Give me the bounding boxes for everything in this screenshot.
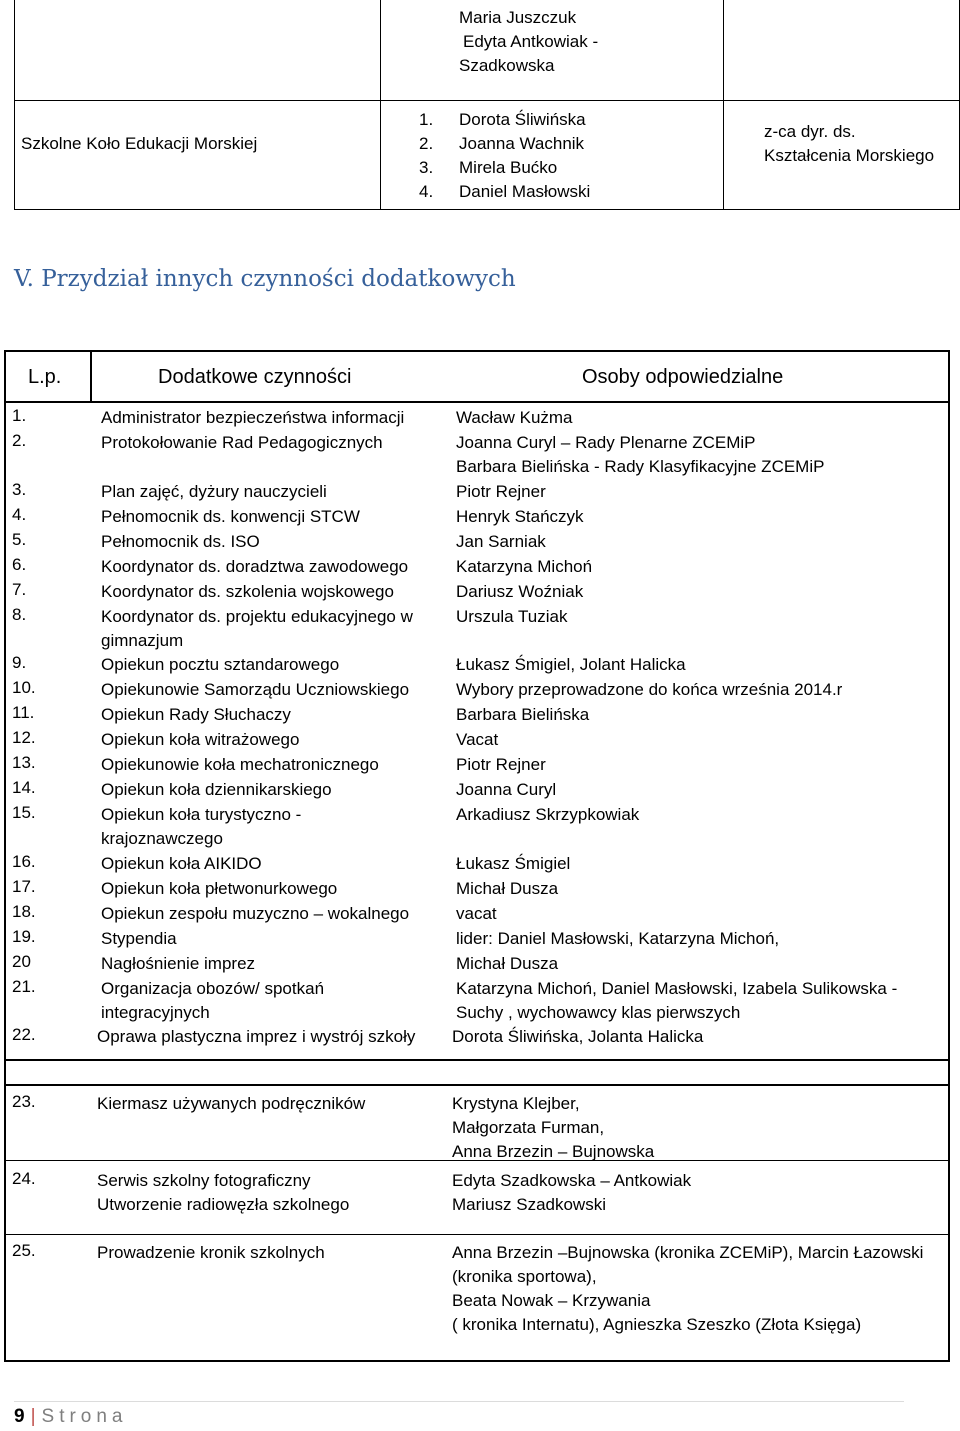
person-line: Piotr Rejner [456,755,546,774]
person-line: Katarzyna Michoń, Daniel Masłowski, Izabela Sulikowska - [456,979,898,998]
row-number: 20 [12,952,31,971]
task-line: Organizacja obozów/ spotkań [101,979,325,998]
row-person [456,406,941,430]
table-border [90,350,92,402]
person-line: Wacław Kużma [456,408,573,427]
row-number: 8. [12,605,27,624]
table-border [4,1360,950,1362]
person-line: Jan Sarniak [456,532,546,551]
row-number: 6. [12,555,27,574]
person-line: Łukasz Śmigiel, Jolant Halicka [456,655,686,674]
task-line: Oprawa plastyczna imprez i wystrój szkoły [97,1027,416,1046]
person-line: Wybory przeprowadzone do końca września 2014.r [456,680,843,699]
task-line: Plan zajęć, dyżury nauczycieli [101,482,327,501]
person-line: vacat [456,904,497,923]
row-number: 19. [12,927,36,946]
member-number: 4. [419,182,434,201]
row-task [101,952,441,976]
row-task [101,803,441,851]
table-border [380,0,381,210]
header-person: Osoby odpowiedzialne [582,366,784,388]
member-item [419,180,590,204]
row-number: 7. [12,580,27,599]
task-line: Koordynator ds. doradztwa zawodowego [101,557,409,576]
person-line: Piotr Rejner [456,482,546,501]
person-line: Vacat [456,730,499,749]
member-item [419,156,590,180]
member-number: 2. [419,134,434,153]
page-label: Strona [41,1406,128,1427]
task-line: krajoznawczego [101,829,223,848]
row-number: 16. [12,852,36,871]
task-line: integracyjnych [101,1003,210,1022]
row-task [97,1092,437,1116]
row-person [456,480,941,504]
person-line: Mariusz Szadkowski [452,1195,606,1214]
section-heading: V. Przydział innych czynności dodatkowych [14,266,516,292]
task-line: Kiermasz używanych podręczników [97,1094,366,1113]
table-border [4,1084,950,1086]
row-task [101,703,441,727]
row-task [97,1169,437,1217]
person-line: Michał Dusza [456,879,559,898]
row-person [452,1025,937,1049]
row-number: 10. [12,678,36,697]
row-person [456,431,941,479]
task-line: Utworzenie radiowęzła szkolnego [97,1195,350,1214]
task-line: Opiekun pocztu sztandarowego [101,655,340,674]
person-line: Michał Dusza [456,954,559,973]
row-person [456,803,941,827]
row-task [101,530,441,554]
page-footer [14,1406,128,1428]
row-person [452,1169,937,1217]
task-line: Nagłośnienie imprez [101,954,256,973]
row-number: 25. [12,1241,36,1260]
row-number: 22. [12,1025,36,1044]
person-line: Łukasz Śmigiel [456,854,571,873]
row-task [101,580,441,604]
member-name: Joanna Wachnik [459,134,585,153]
row-task [101,977,441,1025]
page-number: 9 [14,1406,25,1427]
row-person [456,753,941,777]
table-border [4,1059,950,1061]
row-task [101,927,441,951]
row-task [101,505,441,529]
row-person [456,728,941,752]
committee-persons [459,6,598,78]
row-number: 1. [12,406,27,425]
table-border [723,0,724,210]
header-task: Dodatkowe czynności [158,366,352,388]
row-task [101,877,441,901]
row-task [97,1025,457,1049]
member-name: Daniel Masłowski [459,182,591,201]
row-task [101,653,441,677]
task-line: gimnazjum [101,631,184,650]
row-task [101,852,441,876]
person-line: Joanna Curyl – Rady Plenarne ZCEMiP [456,433,756,452]
row-number: 9. [12,653,27,672]
task-line: Opiekun koła turystyczno - [101,805,302,824]
coordinator-line: z-ca dyr. ds. [764,122,856,141]
table-border [948,350,950,1362]
row-number: 2. [12,431,27,450]
person-line: Edyta Szadkowska – Antkowiak [452,1171,692,1190]
person-line: Arkadiusz Skrzypkowiak [456,805,640,824]
row-person [456,505,941,529]
person-line: Urszula Tuziak [456,607,568,626]
person-line: Suchy , wychowawcy klas pierwszych [456,1003,741,1022]
footer-rule [14,1401,904,1402]
person-line: Edyta Antkowiak - [463,32,599,51]
row-task [101,753,441,777]
committee-name: Szkolne Koło Edukacji Morskiej [21,134,258,153]
committee-table [14,0,960,210]
row-number: 21. [12,977,36,996]
person-line: Małgorzata Furman, [452,1118,605,1137]
member-item [419,132,590,156]
row-person [456,778,941,802]
row-task [101,678,441,702]
task-line: Serwis szkolny fotograficzny [97,1171,311,1190]
row-person [456,555,941,579]
person-line: Beata Nowak – Krzywania [452,1291,651,1310]
row-person [456,653,941,677]
row-task [101,555,441,579]
person-line: Szadkowska [459,56,555,75]
row-task [97,1241,437,1265]
task-line: Protokołowanie Rad Pedagogicznych [101,433,383,452]
row-person [456,703,941,727]
task-line: Koordynator ds. szkolenia wojskowego [101,582,394,601]
person-line: Joanna Curyl [456,780,557,799]
row-number: 11. [12,703,35,722]
person-line: lider: Daniel Masłowski, Katarzyna Michoń, [456,929,780,948]
row-person [456,927,941,951]
member-item [419,108,590,132]
table-border [14,209,960,210]
person-line: Barbara Bielińska [456,705,590,724]
person-line: (kronika sportowa), [452,1267,597,1286]
row-number: 18. [12,902,36,921]
task-line: Opiekun koła AIKIDO [101,854,262,873]
table-border [4,1234,950,1235]
row-number: 24. [12,1169,36,1188]
task-line: Stypendia [101,929,177,948]
member-name: Dorota Śliwińska [459,110,586,129]
task-line: Opiekun koła płetwonurkowego [101,879,338,898]
member-number: 3. [419,158,434,177]
row-task [101,778,441,802]
row-number: 4. [12,505,27,524]
row-person [456,902,941,926]
row-person [452,1241,937,1337]
row-number: 23. [12,1092,36,1111]
table-border [4,350,6,1362]
row-number: 3. [12,480,27,499]
person-line: Dariusz Woźniak [456,582,584,601]
task-line: Pełnomocnik ds. konwencji STCW [101,507,360,526]
row-person [456,952,941,976]
person-line: Maria Juszczuk [459,8,577,27]
row-number: 5. [12,530,27,549]
task-line: Administrator bezpieczeństwa informacji [101,408,405,427]
row-task [101,406,441,430]
person-line: Henryk Stańczyk [456,507,584,526]
task-line: Pełnomocnik ds. ISO [101,532,260,551]
task-line: Prowadzenie kronik szkolnych [97,1243,325,1262]
row-task [101,480,441,504]
row-person [456,877,941,901]
table-border [4,350,950,352]
task-line: Opiekun Rady Słuchaczy [101,705,291,724]
table-border [14,0,15,210]
duties-table [4,350,950,1362]
person-line: Krystyna Klejber, [452,1094,580,1113]
row-number: 15. [12,803,36,822]
row-person [456,605,941,629]
committee-members [419,108,590,204]
member-number: 1. [419,110,434,129]
person-line: Dorota Śliwińska, Jolanta Halicka [452,1027,704,1046]
row-number: 17. [12,877,36,896]
row-number: 13. [12,753,36,772]
task-line: Opiekunowie koła mechatronicznego [101,755,379,774]
task-line: Opiekunowie Samorządu Uczniowskiego [101,680,410,699]
row-person [456,580,941,604]
person-line: Anna Brzezin – Bujnowska [452,1142,655,1161]
row-person [456,678,941,702]
row-task [101,605,441,653]
task-line: Koordynator ds. projektu edukacyjnego w [101,607,413,626]
coordinator-line: Kształcenia Morskiego [764,146,935,165]
header-lp: L.p. [28,366,62,388]
row-person [456,977,941,1025]
person-line: Katarzyna Michoń [456,557,593,576]
person-line: ( kronika Internatu), Agnieszka Szeszko (Złota Księga) [452,1315,862,1334]
task-line: Opiekun koła witrażowego [101,730,300,749]
row-task [101,902,441,926]
task-line: Opiekun koła dziennikarskiego [101,780,332,799]
person-line: Anna Brzezin –Bujnowska (kronika ZCEMiP), Marcin Łazowski [452,1243,924,1262]
footer-separator: | [30,1406,36,1427]
committee-coordinator [764,120,934,168]
member-name: Mirela Bućko [459,158,558,177]
row-task [101,431,441,455]
table-border [14,100,960,101]
person-line: Barbara Bielińska - Rady Klasyfikacyjne ZCEMiP [456,457,825,476]
task-line: Opiekun zespołu muzyczno – wokalnego [101,904,410,923]
row-person [456,530,941,554]
row-task [101,728,441,752]
row-number: 14. [12,778,36,797]
row-number: 12. [12,728,36,747]
table-border [4,401,950,403]
row-person [456,852,941,876]
row-person [452,1092,937,1164]
